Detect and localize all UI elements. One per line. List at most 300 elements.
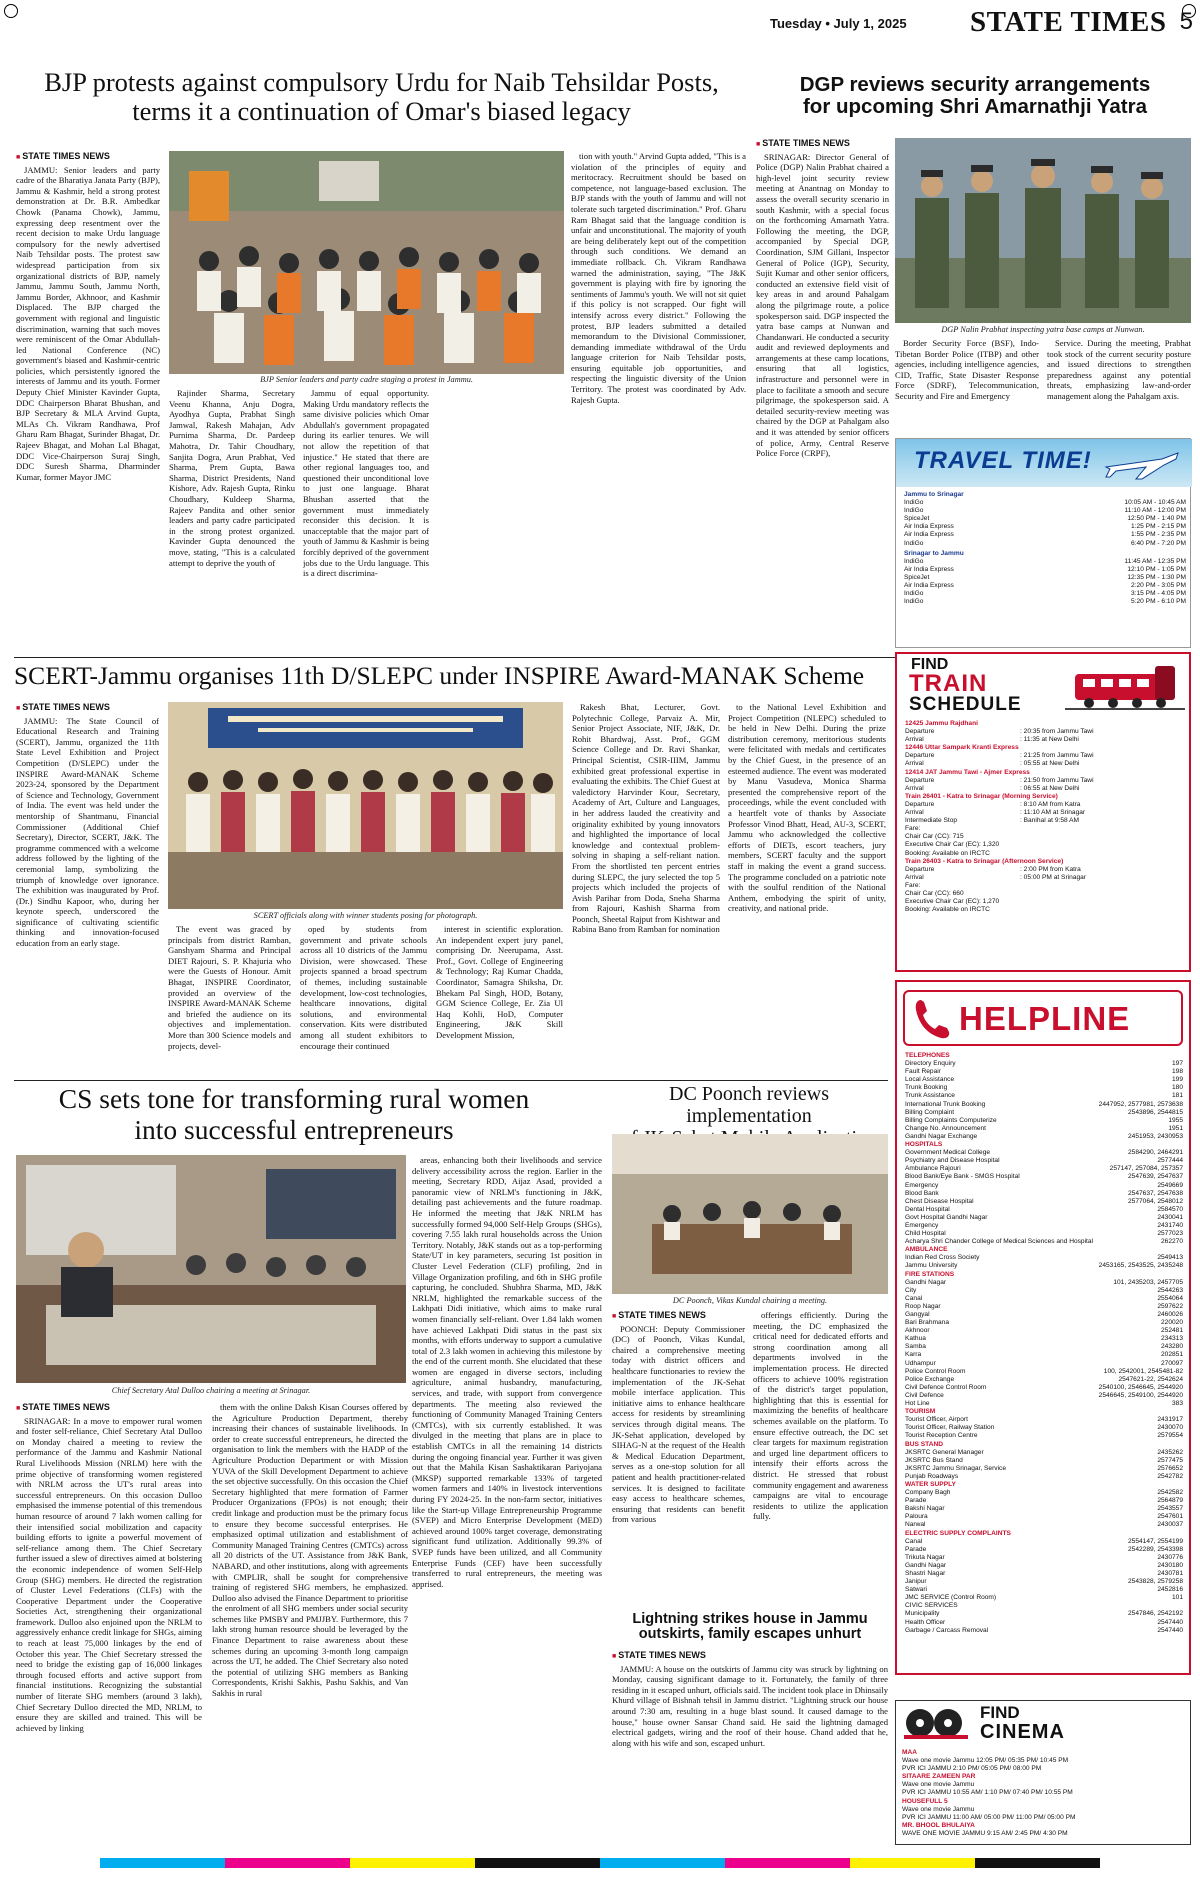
train-detail-label: Departure [905,800,935,808]
photo-dgp-inspection [895,138,1191,323]
helpline-row [905,1254,1183,1262]
helpline-label: Chest Disease Hospital [905,1197,974,1205]
helpline-label: Fault Repair [905,1068,941,1076]
train-name: Train 26403 - Katra to Srinagar (Afternoon Service) [905,857,1064,865]
train-detail-row [905,760,1183,768]
helpline-number: 2547440 [1157,1618,1183,1626]
article-column [169,388,295,653]
helpline-number: 181 [1171,1092,1183,1100]
helpline-number: 2576652 [1157,1464,1183,1472]
article-column [300,924,427,1074]
helpline-label: Parade [905,1545,927,1553]
article-column [168,924,291,1074]
photo-caption: DGP Nalin Prabhat inspecting yatra base camps at Nunwan. [941,325,1145,334]
train-detail-label: Chair Car (CC): 660 [905,889,964,897]
helpline-number: 2435262 [1157,1448,1183,1456]
byline: ■ STATE TIMES NEWS [16,702,159,715]
helpline-number: 2430070 [1157,1424,1183,1432]
flight-time: 12:35 PM - 1:30 PM [1127,573,1186,581]
helpline-row [905,1262,1183,1270]
helpline-label: Dental Hospital [905,1205,950,1213]
flight-row [904,515,1186,523]
train-detail-label: Intermediate Stop [905,817,958,825]
helpline-label: Roop Nagar [905,1302,941,1310]
helpline-number: 2430776 [1157,1553,1183,1561]
helpline-label: Billing Complaint [905,1108,955,1116]
helpline-row [905,1182,1183,1190]
movie-title: HOUSEFULL 5 [902,1797,948,1805]
train-name: 12425 Jammu Rajdhani [905,720,978,727]
helpline-number: 2547440 [1157,1626,1183,1634]
cinema-title-top: FIND [980,1703,1020,1722]
byline: ■ STATE TIMES NEWS [16,1402,202,1415]
helpline-row [905,1627,1183,1635]
flight-table [904,491,1186,606]
headline-lightning [612,1612,888,1642]
helpline-number: 2547639, 2547637 [1127,1173,1183,1181]
helpline-box [895,980,1191,1675]
train-detail-label: Arrival [905,873,924,881]
helpline-label: Shastri Nagar [905,1570,946,1577]
train-detail-value: : 21:50 from Jammu Tawi [1020,776,1094,784]
helpline-row [905,1449,1183,1457]
train-detail-value: : 06:55 at New Delhi [1020,784,1080,792]
byline: ■ STATE TIMES NEWS [612,1310,745,1323]
article-column [571,151,746,653]
helpline-row [905,1133,1183,1141]
airline-name: Air India Express [904,582,954,590]
helpline-section-title: FIRE STATIONS [905,1270,955,1278]
article-column [412,1155,602,1842]
helpline-row [905,1198,1183,1206]
train-name: Train 26401 - Katra to Srinagar (Morning Service) [905,792,1058,800]
train-detail-row [905,752,1183,760]
helpline-number: 262270 [1160,1238,1183,1246]
article-text: them with the online Daksh Kisan Courses offered by the Agriculture Production Department, thereby increasing their chances of sustainable livelihoods. In order to create successful entrepreneurs, he directed the organisation to link the members with the HADP of the Agriculture Production Department or with Mission YUVA of the Skill Development Department to achieve the set objective successfully. On this occasion the Chief Secretary highlighted that mere formation of Farmer Producer Organizations (FPOs) is not enough; their credit linkage and production must be the primary focus to ensure they become successful enterprises. He emphasized optimal utilization and establishment of Community Managed Training Centres (CMTCs) across all 20 districts of the UT. Assistance from J&K Bank, NABARD, and other institutions, along with agreements with CMPLIR, shall be sought for comprehensive training of registered SHG members, he emphasized. Dulloo also advised the Finance Department to prioritise the enrolment of all SHG members under social security schemes like PMSBY and PMJJBY. Furthermore, this 7 lakh strong human resource should be leveraged by the Finance Department to raise awareness about these schemes during an upcoming 3-month long campaign across the UT, he added. The Chief Secretary also noted the potential of utilizing SHG members as Banking Correspondents, Krishi Sakhis, Pashu Sakhis, and Van Sakhis in rural [212,1402,408,1699]
train-detail-value: : 8:10 AM from Katra [1020,800,1081,808]
helpline-row [905,1416,1183,1424]
helpline-label: Emergency [905,1221,939,1229]
helpline-label: Satwari [905,1586,927,1594]
helpline-section-title: AMBULANCE [905,1246,948,1254]
showtime-row: Wave one movie Jammu [902,1805,975,1813]
cinema-banner [896,1701,1190,1745]
train-detail-label: Departure [905,728,935,736]
helpline-row [905,1335,1183,1343]
article-column [16,151,160,653]
helpline-row [905,1432,1183,1440]
helpline-row [905,1376,1183,1384]
travel-title: TRAVEL TIME! [914,447,1092,474]
train-detail-row [905,801,1183,809]
article-column [16,702,159,1074]
train-detail-value: : Banihal at 9:58 AM [1020,817,1080,825]
airline-name: IndiGo [904,539,924,547]
flight-time: 12:50 PM - 1:40 PM [1127,515,1186,523]
article-text: JAMMU: The State Council of Educational Research and Training (SCERT), Jammu, organized the 11th State Level Exhibition and Project Competition (D/SLEPC) under the INSPIRE Award-MANAK Scheme 2023-24, sponsored by the Department of Science and Technology, Government of India. The event was held under the mentorship of Shantmanu, Financial Commissioner (Additional Chief Secretary), Director, SCERT, J&K. The programme commenced with a welcome address followed by the lighting of the ceremonial lamp, symbolizing the triumph of knowledge over ignorance. The exhibition was inaugurated by Prof. (Dr.) Sindhu Kapoor, who, during her keynote speech, underscored the significance of cultivating scientific thinking and innovation-focused education from an early stage. [16,715,159,949]
helpline-banner [903,990,1183,1046]
train-schedule-box [895,652,1191,972]
airline-name: Air India Express [904,523,954,531]
helpline-row [905,1610,1183,1618]
helpline-section-title: WATER SUPPLY [905,1480,956,1488]
photo-scert-winners [168,702,563,909]
helpline-number: 257147, 257084, 257357 [1109,1165,1183,1173]
helpline-label: Akhnoor [905,1327,930,1335]
helpline-row [905,1368,1183,1376]
helpline-number: 2542582 [1157,1489,1183,1497]
headline-line: CS sets tone for transforming rural women [58,1083,530,1114]
flight-time: 12:10 PM - 1:05 PM [1127,565,1186,573]
article-text: SRINAGAR: In a move to empower rural women and foster self-reliance, Chief Secretary Atal Dulloo on Monday chaired a meeting to review the performance of the Jammu and Kashmir National Rural Livelihoods Mission (NRLM) here with the prime objective of transforming women registered with NRLM across the UT's rural areas into successful entrepreneurs. On this occasion Dulloo emphasised the immense potential of this tremendous human resource of around 7 lakh women calling for their intensified social mobilization and capacity building efforts to ignite a powerful movement of self-reliance among them. The Chief Secretary further issued a slew of directives aimed at bolstering the economic independence of women Self-Help Group (SHG) members. He directed the registration of Cluster Level Federations (CLFs) with the Cooperative Department under the Cooperative Societies Act, strengthening their organizational framework. Dulloo also enjoined upon the NRLM to aggressively enhance credit linkage for SHGs, aiming to reach at least 75,000 linkages by the end of October this year. The Chief Secretary stressed the need to bridge the existing gap of 16,000 linkages through focused efforts and active support from financial institutions. Recognizing the substantial number of literate SHG members (around 3 lakh), Chief Secretary Dulloo directed the MD, NRLM, to ensure they are skilled and trained. This will be achieved by linking [16,1415,202,1733]
flight-time: 10:05 AM - 10:45 AM [1124,499,1186,507]
article-column [437,388,563,653]
helpline-row [905,1351,1183,1359]
train-detail-value: : 05:00 PM at Srinagar [1020,873,1086,881]
train-detail-row [905,850,1183,858]
helpline-row [905,1238,1183,1246]
article-column [612,1650,888,1845]
helpline-row [905,1424,1183,1432]
train-detail-label: Arrival [905,760,924,768]
helpline-label: Civil Defence Control Room [905,1383,987,1391]
newspaper-title: STATE TIMES [970,6,1167,38]
article-text: Border Security Force (BSF), Indo-Tibetan Border Police (ITBP) and other agencies, including intelligence agencies, CID, Traffic, State Disaster Response Force (SDRF), Telecommunication, Security and Fire and Emergency [895,338,1039,401]
headline-line: Lightning strikes house in Jammu [632,1611,868,1627]
article-column [572,702,720,1074]
helpline-label: Parade [905,1497,927,1505]
airline-name: Air India Express [904,531,954,539]
helpline-label: Psychiatry and Disease Hospital [905,1157,1000,1165]
train-detail-label: Fare: [905,825,921,833]
helpline-label: Blood Bank [905,1189,939,1197]
helpline-label: JKSRTC Jammu Srinagar, Service [905,1464,1007,1472]
helpline-row [905,1392,1183,1400]
helpline-title: HELPLINE [959,1000,1131,1037]
article-column [612,1310,745,1603]
article-text: SRINAGAR: Director General of Police (DGP) Nalin Prabhat chaired a high-level joint security review meeting at Anantnag on Monday to assess the overall security scenario in south Kashmir, with a special focus on the forthcoming Amarnath Yatra. Following the meeting, the DGP, accompanied by Special DGP, Coordination, SJM Gillani, Inspector General of Police (IGP), Security, Sujit Kumar and other senior officers, conducted an extensive field visit of key areas in and around Pahalgam along the pilgrimage route, a police spokesperson said. DGP inspected the yatra base camps at Nunwan and Chandanwari. He conducted a security audit and reviewed deployments and arrangements at these camp locations, ensuring that all logistics, infrastructure and personnel were in place to facilitate a smooth and secure pilgrimage, the spokesperson said. A detailed security-review meeting was chaired by the DGP at Pahalgam also and it was attended by senior officers of police, Army, Central Reserve Police Force (CRPF), [756,151,889,459]
helpline-label: Karra [905,1351,922,1359]
helpline-label: Canal [905,1294,923,1302]
flight-row [904,507,1186,515]
helpline-number: 2431917 [1157,1416,1183,1424]
byline: ■ STATE TIMES NEWS [16,151,160,164]
helpline-number: 2452816 [1157,1586,1183,1594]
train-detail-row [905,898,1183,906]
helpline-label: Company Bagh [905,1489,951,1497]
helpline-row [905,1513,1183,1521]
flight-time: 2:20 PM - 3:05 PM [1131,582,1186,590]
helpline-label: Gangyal [905,1311,930,1318]
train-detail-label: Arrival [905,736,924,744]
article-text: Rakesh Bhat, Lecturer, Govt. Polytechnic College, Parvaiz A. Mir, Senior Project Associate, NIF, J&K, Dr. Rohit Bhardwaj, Asst. Prof., GGM Science College and Dr. Ravi Shankar, Principal Scientist, CSIR-IIIM, Jammu exhibited great professional expertise in evaluating the exhibits. The Chief Guest at valedictory Harvinder Kour, Secretary, Academy of Art, Culture and Languages, in her address lauded the creativity and originality exhibited by young innovators and highlighted the importance of local knowledge and contextual problem-solving in shaping a self-reliant nation. From the shortlisted ten percent entries during SLEPC, the jury selected the top 5 projects which included the projects of Avish Parihar from Doda, Sneha Sharma from Rajouri, Kashish Sharma from Poonch, Sheetal Rajput from Kishtwar and Rabina Bano from Ramban for nomination [572,702,720,935]
article-text: Jammu of equal opportunity. Making Urdu mandatory reflects the same divisive policies which Omar Abdullah's government propagated during its earlier tenures. We will not allow the repetition of that injustice." He stated that there are other regional languages too, and questioned their unconditional love to just one language. Bharat Bhushan asserted that the government must immediately reconsider this decision. It is unacceptable that the major part of youth of Jammu & Kashmir is being forcibly deprived of the government jobs due to the Urdu language. This is a direct discrimina- [303,388,429,579]
helpline-row [905,1068,1183,1076]
article-text: tion with youth." Arvind Gupta added, "This is a violation of the principles of equity and meritocracy. Recruitment should be based on competence, not language-based exclusion. The BJP stands with the youth of Jammu and will not tolerate such targeted discrimination." Prof. Gharu Ram Bhagat said that the language condition is unfair and unconstitutional. The majority of youth are being deliberately kept out of the competition through such conditions. We demand an immediate rollback. Ch. Vikram Randhawa warned the administration, saying, "The J&K government is playing with fire by ignoring the sentiments of Jammu's youth. We will not sit quiet if this policy is not scrapped. Our fight will intensify across every district." Following the protest, BJP leaders submitted a detailed memorandum to the Divisional Commissioner, demanding immediate withdrawal of the Urdu language criterion for Naib Tehsildar posts, ensuring equitable job opportunities, and respecting the linguistic diversity of the Union Territory. The protest was coordinated by Adv. Rajesh Gupta. [571,151,746,405]
helpline-number: 2577475 [1157,1456,1183,1464]
helpline-label: International Trunk Booking [905,1100,986,1108]
helpline-section-title: TELEPHONES [905,1052,950,1059]
helpline-number: 2584290, 2464291 [1127,1149,1183,1157]
helpline-number: 2547846, 2542192 [1127,1610,1183,1618]
article-column [303,388,429,653]
helpline-row [905,1570,1183,1578]
train-list [905,720,1183,914]
helpline-section-title: BUS STAND [905,1440,943,1448]
flight-time: 1:55 PM - 2:35 PM [1131,531,1186,539]
movie-title: MR. BHOOL BHULAIYA [902,1821,975,1829]
flight-time: 6:40 PM - 7:20 PM [1131,539,1186,547]
helpline-label: Bari Brahmana [905,1319,949,1327]
flight-row [904,523,1186,531]
helpline-row [905,1554,1183,1562]
helpline-label: Tourist Officer, Airport [905,1416,968,1424]
phone-icon [913,998,951,1040]
helpline-row [905,1465,1183,1473]
helpline-row [905,1521,1183,1529]
helpline-row [905,1538,1183,1546]
article-column [1047,338,1191,433]
helpline-label: Punjab Roadways [905,1472,959,1480]
flight-section-title: Jammu to Srinagar [904,491,964,498]
train-title-top: FIND [911,656,949,673]
train-detail-row [905,785,1183,793]
article-text: interest in scientific exploration. An independent expert jury panel, comprising Dr. Neerupama, Asst. Prof., Govt. College of Engineering & Technology; Raj Kumar Chadda, Coordinator, Samagra Shiksha, Dr. Bhekam Pal Singh, HOD, Botany, GGM Science College, Er. Zia Ul Haq Kohli, HoD, Computer Engineering, J&K Skill Development Mission, [436,924,563,1040]
helpline-list [905,1052,1183,1635]
showtime-row: WAVE ONE MOVIE JAMMU 9:15 AM/ 2:45 PM/ 4:30 PM [902,1829,1068,1837]
helpline-row [905,1473,1183,1481]
registration-mark [4,4,18,18]
article-column [728,702,886,1074]
helpline-number: 2543557 [1157,1505,1183,1513]
flight-row [904,531,1186,539]
train-detail-label: Departure [905,776,935,784]
airline-name: IndiGo [904,499,924,507]
helpline-label: Emergency [905,1181,939,1189]
train-name: 12446 Uttar Sampark Kranti Express [905,744,1019,752]
train-detail-row [905,825,1183,833]
headline-cs-rural-women [14,1083,574,1145]
helpline-number: 2577064, 2548012 [1127,1197,1183,1205]
airline-name: SpiceJet [904,573,930,581]
helpline-label: Canal [905,1537,923,1545]
flight-time: 1:25 PM - 2:15 PM [1131,523,1186,531]
train-title-bot: SCHEDULE [909,694,1022,715]
train-detail-label: Executive Chair Car (EC): 1,320 [905,841,1000,849]
helpline-row [905,1619,1183,1627]
helpline-row [905,1222,1183,1230]
train-detail-label: Arrival [905,784,924,792]
article-text: areas, enhancing both their livelihoods and service delivery accessibility across the region. Earlier in the meeting, Secretary RDD, Aijaz Asad, provided a panoramic view of NRLM's functioning in J&K, detailing past achievements and the future roadmap. He informed the meeting that J&K NRLM has successfully formed 94,000 Self-Help Groups (SHGs), covering 7.55 lakh rural households across the Union Territory. Notably, J&K stands out as a top-performing State/UT in key parameters, securing 1st position in Cluster Level Federation (CLF) profiling, 2nd in Village Organization profiling, and 6th in SHG profile capturing, he concluded. Shubhra Sharma, MD, J&K NRLM, highlighted the remarkable success of the Lakhpati Didi initiative, which aims to make rural women financially self-reliant. Over 1.84 lakh women have achieved Lakhpati Didi status in the past six months, with efforts underway to support a cumulative total of 2.3 lakh women in achieving this milestone by the end of the current month. She elucidated that these women are engaged in diverse sectors, including agriculture, animal husbandry, manufacturing, services, and trade, with support from convergence departments. The meeting also reviewed the functioning of Community Managed Training Centers (CMTCs), with six currently established. It was divulged in the meeting that plans are in place to establish CMTCs in all the remaining 14 districts during the ongoing financial year. Further it was given out that the Mahila Kisan Sashaktikaran Pariyojana (MKSP) supported remarkable 133% of targeted women farmers and 140% in livestock interventions during FY 2024-25. In the non-farm sector, initiatives like the Start-up Village Entrepreneurship Programme (SVEP) and Micro Enterprise Development (MED) achieved around 100% target coverage, demonstrating significant fund utilization. Additionally 99.3% of SVEP funds have been utilized, and all Community Enterprise Funds (CEF) have been successfully transferred to rural entrepreneurs, the meeting was apprised. [412,1155,602,1589]
helpline-section-title: ELECTRIC SUPPLY COMPLAINTS [905,1529,1011,1537]
helpline-label: Billing Complaints Computerize [905,1116,997,1124]
helpline-number: 2577023 [1157,1230,1183,1238]
flight-row [904,598,1186,606]
helpline-label: Tourist Officer, Railway Station [905,1424,995,1432]
helpline-number: 2542289, 2543398 [1127,1545,1183,1553]
showtime-row: PVR ICI JAMMU 11:00 AM/ 05:00 PM/ 11:00 PM/ 05:00 PM [902,1813,1076,1821]
helpline-label: Health Officer [905,1618,946,1626]
helpline-row [905,1343,1183,1351]
photo-caption: Chief Secretary Atal Dulloo chairing a meeting at Srinagar. [111,1386,311,1395]
train-detail-value: : 11:10 AM at Srinagar [1020,809,1086,817]
helpline-row [905,1060,1183,1068]
photo-caption: SCERT officials along with winner students posing for photograph. [253,911,478,920]
flight-time: 5:20 PM - 6:10 PM [1131,598,1186,606]
helpline-number: 2554064 [1157,1294,1183,1302]
helpline-row [905,1117,1183,1125]
helpline-number: 2579554 [1157,1432,1183,1440]
helpline-number: 2543828, 2579258 [1127,1578,1183,1586]
article-text: JAMMU: Senior leaders and party cadre of the Bharatiya Janata Party (BJP), Jammu & Kashmir, held a strong protest demonstration at Dr. B.R. Ambedkar Chowk (Panama Chowk), Jammu, expressing deep resentment over the recent decision to make Urdu language compulsory for the newly advertised Naib Tehsildar posts. The protest saw widespread participation from six organizational districts of BJP, namely Jammu, Jammu South, Jammu North, Jammu Border, Akhnoor, and Kashmir Displaced. The BJP charged the government with regional and linguistic discrimination, warning that such moves were reminiscent of the Omar Abdullah-led National Conference (NC) government's biased and Kashmir-centric policies, which persistently ignored the interests of Jammu and its youth. Former Deputy Chief Minister Kavinder Gupta, DDC Chairperson Bharat Bhushan, and BJP Secretary & MLA Arvind Gupta, MLAs Ch. Vikram Randhawa, Prof Gharu Ram Bhagat, Surinder Bhagat, Dr. Rajeev Bhagat, and Mohan Lal Bhagat, DDC Vice-Chairperson Suraj Singh, DDC Suresh Sharma, Dharminder Kumar, former Mayor JMC [16,164,160,482]
helpline-label: Gandhi Nagar [905,1561,947,1569]
helpline-label: Hot Line [905,1400,930,1408]
flight-time: 11:10 AM - 12:00 PM [1124,507,1186,515]
helpline-row [905,1165,1183,1173]
helpline-number: 2564879 [1157,1497,1183,1505]
helpline-label: Trunk Booking [905,1084,948,1092]
train-detail-row [905,736,1183,744]
train-detail-label: Fare: [905,881,921,889]
showtime-row: PVR ICI JAMMU 10:55 AM/ 1:10 PM/ 07:40 PM/ 10:55 PM [902,1789,1073,1797]
helpline-number: 101 [1171,1594,1183,1602]
helpline-row [905,1400,1183,1408]
helpline-label: JMC SERVICE (Control Room) [905,1594,997,1602]
article-column [756,138,889,698]
helpline-row [905,1149,1183,1157]
travel-banner [896,439,1192,487]
train-detail-row [905,817,1183,825]
movie-title: MAA [902,1749,918,1756]
helpline-row [905,1311,1183,1319]
helpline-row [905,1109,1183,1117]
travel-time-box [895,438,1191,648]
color-registration-bar [100,1858,1100,1868]
helpline-label: Civil Defence [905,1391,944,1399]
helpline-number: 383 [1171,1400,1183,1408]
helpline-label: Gandhi Nagar Exchange [905,1132,978,1140]
helpline-label: Ambulance Rajouri [905,1165,961,1173]
helpline-row [905,1578,1183,1586]
headline-dgp-review [759,74,1191,117]
headline-line: DGP reviews security arrangements [799,73,1151,96]
helpline-number: 2544263 [1157,1286,1183,1294]
train-detail-label: Booking: Available on IRCTC [905,849,990,857]
helpline-number: 2549413 [1157,1254,1183,1262]
photo-bjp-protest [169,151,564,374]
helpline-number: 2547637, 2547638 [1127,1189,1183,1197]
helpline-number: 101, 2435203, 2457705 [1113,1278,1183,1286]
train-detail-row [905,906,1183,914]
train-detail-label: Chair Car (CC): 715 [905,833,964,841]
airline-name: IndiGo [904,598,924,606]
helpline-row [905,1190,1183,1198]
helpline-label: CIVIC SERVICES [905,1602,958,1610]
helpline-row [905,1157,1183,1165]
headline-line: DC Poonch reviews implementation [669,1083,829,1127]
masthead [770,6,1195,36]
helpline-row [905,1287,1183,1295]
headline-line: for upcoming Shri Amarnathji Yatra [802,94,1147,118]
headline-line: terms it a continuation of Omar's biased legacy [132,96,631,126]
helpline-label: JKSRTC Bus Stand [905,1456,963,1464]
article-text: POONCH: Deputy Commissioner (DC) of Poonch, Vikas Kundal, chaired a comprehensive meeting today with district officers and healthcare functionaries to review the implementation of the JK-Sehat mobile interface application. This initiative aims to enhance healthcare access for residents by streamlining services through digital means. The JK-Sehat application, developed by SIHAG-N at the request of the Health & Medical Education Department, serves as a one-stop solution for all patient and health practitioner-related services. It is designed to facilitate easy access to healthcare schemes, ensuring that residents can benefit from various [612,1323,745,1525]
helpline-row [905,1279,1183,1287]
train-detail-label: Departure [905,865,935,873]
article-column [895,338,1039,433]
flight-row [904,566,1186,574]
helpline-row [905,1327,1183,1335]
showtime-row: Wave one movie Jammu [902,1781,975,1789]
train-detail-value: : 05:55 at New Delhi [1020,760,1080,768]
helpline-number: 2549669 [1157,1181,1183,1189]
helpline-number: 220020 [1160,1319,1183,1327]
helpline-number: 2430041 [1157,1213,1183,1221]
helpline-row [905,1206,1183,1214]
helpline-row [905,1360,1183,1368]
helpline-row [905,1586,1183,1594]
train-detail-row [905,882,1183,890]
cinema-list [902,1749,1186,1838]
showtime-row: Wave one movie Jammu 12:05 PM/ 05:35 PM/ 10:45 PM [902,1757,1069,1765]
article-text: JAMMU: A house on the outskirts of Jammu city was struck by lightning on Monday, causing significant damage to it. Fortunately, the family of three residing in it escaped unhurt, officials said. The incident took place in Dhinsaily Khurd village of Bishnah tehsil in Jammu district. "Lightning struck our house around 7:30 am, resulting in a huge blast sound. It caused damage to the house," house owner Sansar Chand said. He said the lightning damaged electrical gadgets, wiring and the roof of their house. Chand added that he, along with his wife and son, escaped unhurt. [612,1663,888,1748]
article-text: Service. During the meeting, Prabhat took stock of the current security posture and issued directions to strengthen preparedness against any potential threats, emphasizing law-and-order management along the Pahalgam axis. [1047,338,1191,401]
helpline-number: 2540100, 2546645, 2544920 [1098,1383,1183,1391]
helpline-label: Government Medical College [905,1149,991,1157]
helpline-section-title: HOSPITALS [905,1141,943,1149]
headline-line: BJP protests against compulsory Urdu for Naib Tehsildar Posts, [44,67,719,97]
train-detail-label: Departure [905,752,935,760]
photo-cs-meeting [16,1155,406,1383]
helpline-label: Blood Bank/Eye Bank - SMGS Hospital [905,1173,1020,1181]
flight-row [904,590,1186,598]
flight-time: 11:45 AM - 12:35 PM [1124,557,1186,565]
helpline-number: 2577444 [1157,1157,1183,1165]
airline-name: IndiGo [904,590,924,598]
helpline-label: Gandhi Nagar [905,1278,947,1286]
train-name: 12414 JAT Jammu Tawi - Ajmer Express [905,768,1030,776]
headline-line: outskirts, family escapes unhurt [638,1626,862,1643]
protest-crowd-illustration [169,151,564,374]
byline: ■ STATE TIMES NEWS [756,138,889,151]
article-text: offerings efficiently. During the meeting, the DC emphasized the critical need for dedicated efforts and strong coordination among all departments involved in the implementation process. He directed officers to achieve 100% registration of the district's target population, highlighting that this is essential for maximizing the benefits of healthcare schemes available on the platform. To ensure effective outreach, the DC set clear targets for maximum registration and urged line department officers to intensify their efforts across the district. He stressed that robust community engagement and awareness campaigns are vital to encourage residents to utilize the application fully. [753,1310,888,1522]
photo-caption: BJP Senior leaders and party cadre staging a protest in Jammu. [260,375,473,384]
helpline-number: 2543896, 2544815 [1127,1108,1183,1116]
helpline-label: Trunk Assistance [905,1092,955,1100]
helpline-row [905,1505,1183,1513]
helpline-label: City [905,1286,917,1294]
article-text: oped by students from government and private schools across all 10 districts of the Jammu Division, were showcased. These projects spanned a broad spectrum of themes, including sustainable development, low-cost technologies, healthcare innovations, digital solutions, and environmental conservation. Kits were distributed among all student exhibitors to encourage their continued [300,924,427,1051]
helpline-number: 202851 [1160,1351,1183,1359]
helpline-row [905,1295,1183,1303]
helpline-label: Police Control Room [905,1367,966,1375]
film-reel-icon [904,1705,968,1741]
photo-caption: DC Poonch, Vikas Kundal chairing a meeting. [672,1296,828,1305]
photo-dc-meeting [612,1134,888,1294]
helpline-number: 2447952, 2577981, 2573638 [1098,1100,1183,1108]
helpline-row [905,1214,1183,1222]
helpline-row [905,1125,1183,1133]
helpline-number: 2597622 [1157,1302,1183,1310]
article-text: to the National Level Exhibition and Project Competition (NLEPC) scheduled to be held in New Delhi. During the prize distribution ceremony, meritorious students were felicitated with medals and certificates by the Chief Guest, in the presence of an esteemed audience. The event was moderated by Manu Vasudeva, Monica Sharma presented the comprehensive report of the proceedings, while the event concluded with a heartfelt vote of thanks by Associate Professor Vinod Bhatt, Head, AU-3, SCERT, Jammu who acknowledged the collective efforts of DIETs, escort teachers, jury members, SCERT faculty and the support staff in making the event a grand success. The programme concluded on a patriotic note with the soulful rendition of the National Anthem, embodying the spirit of unity, creativity, and national pride. [728,702,886,914]
helpline-number: 2546645, 2549100, 2544920 [1098,1391,1183,1399]
airline-name: IndiGo [904,507,924,515]
helpline-row [905,1562,1183,1570]
helpline-number: 2453165, 2543525, 2435248 [1098,1262,1183,1270]
helpline-row [905,1594,1183,1602]
helpline-label: Directory Enquiry [905,1060,956,1068]
train-detail-label: Executive Chair Car (EC): 1,270 [905,898,1000,906]
